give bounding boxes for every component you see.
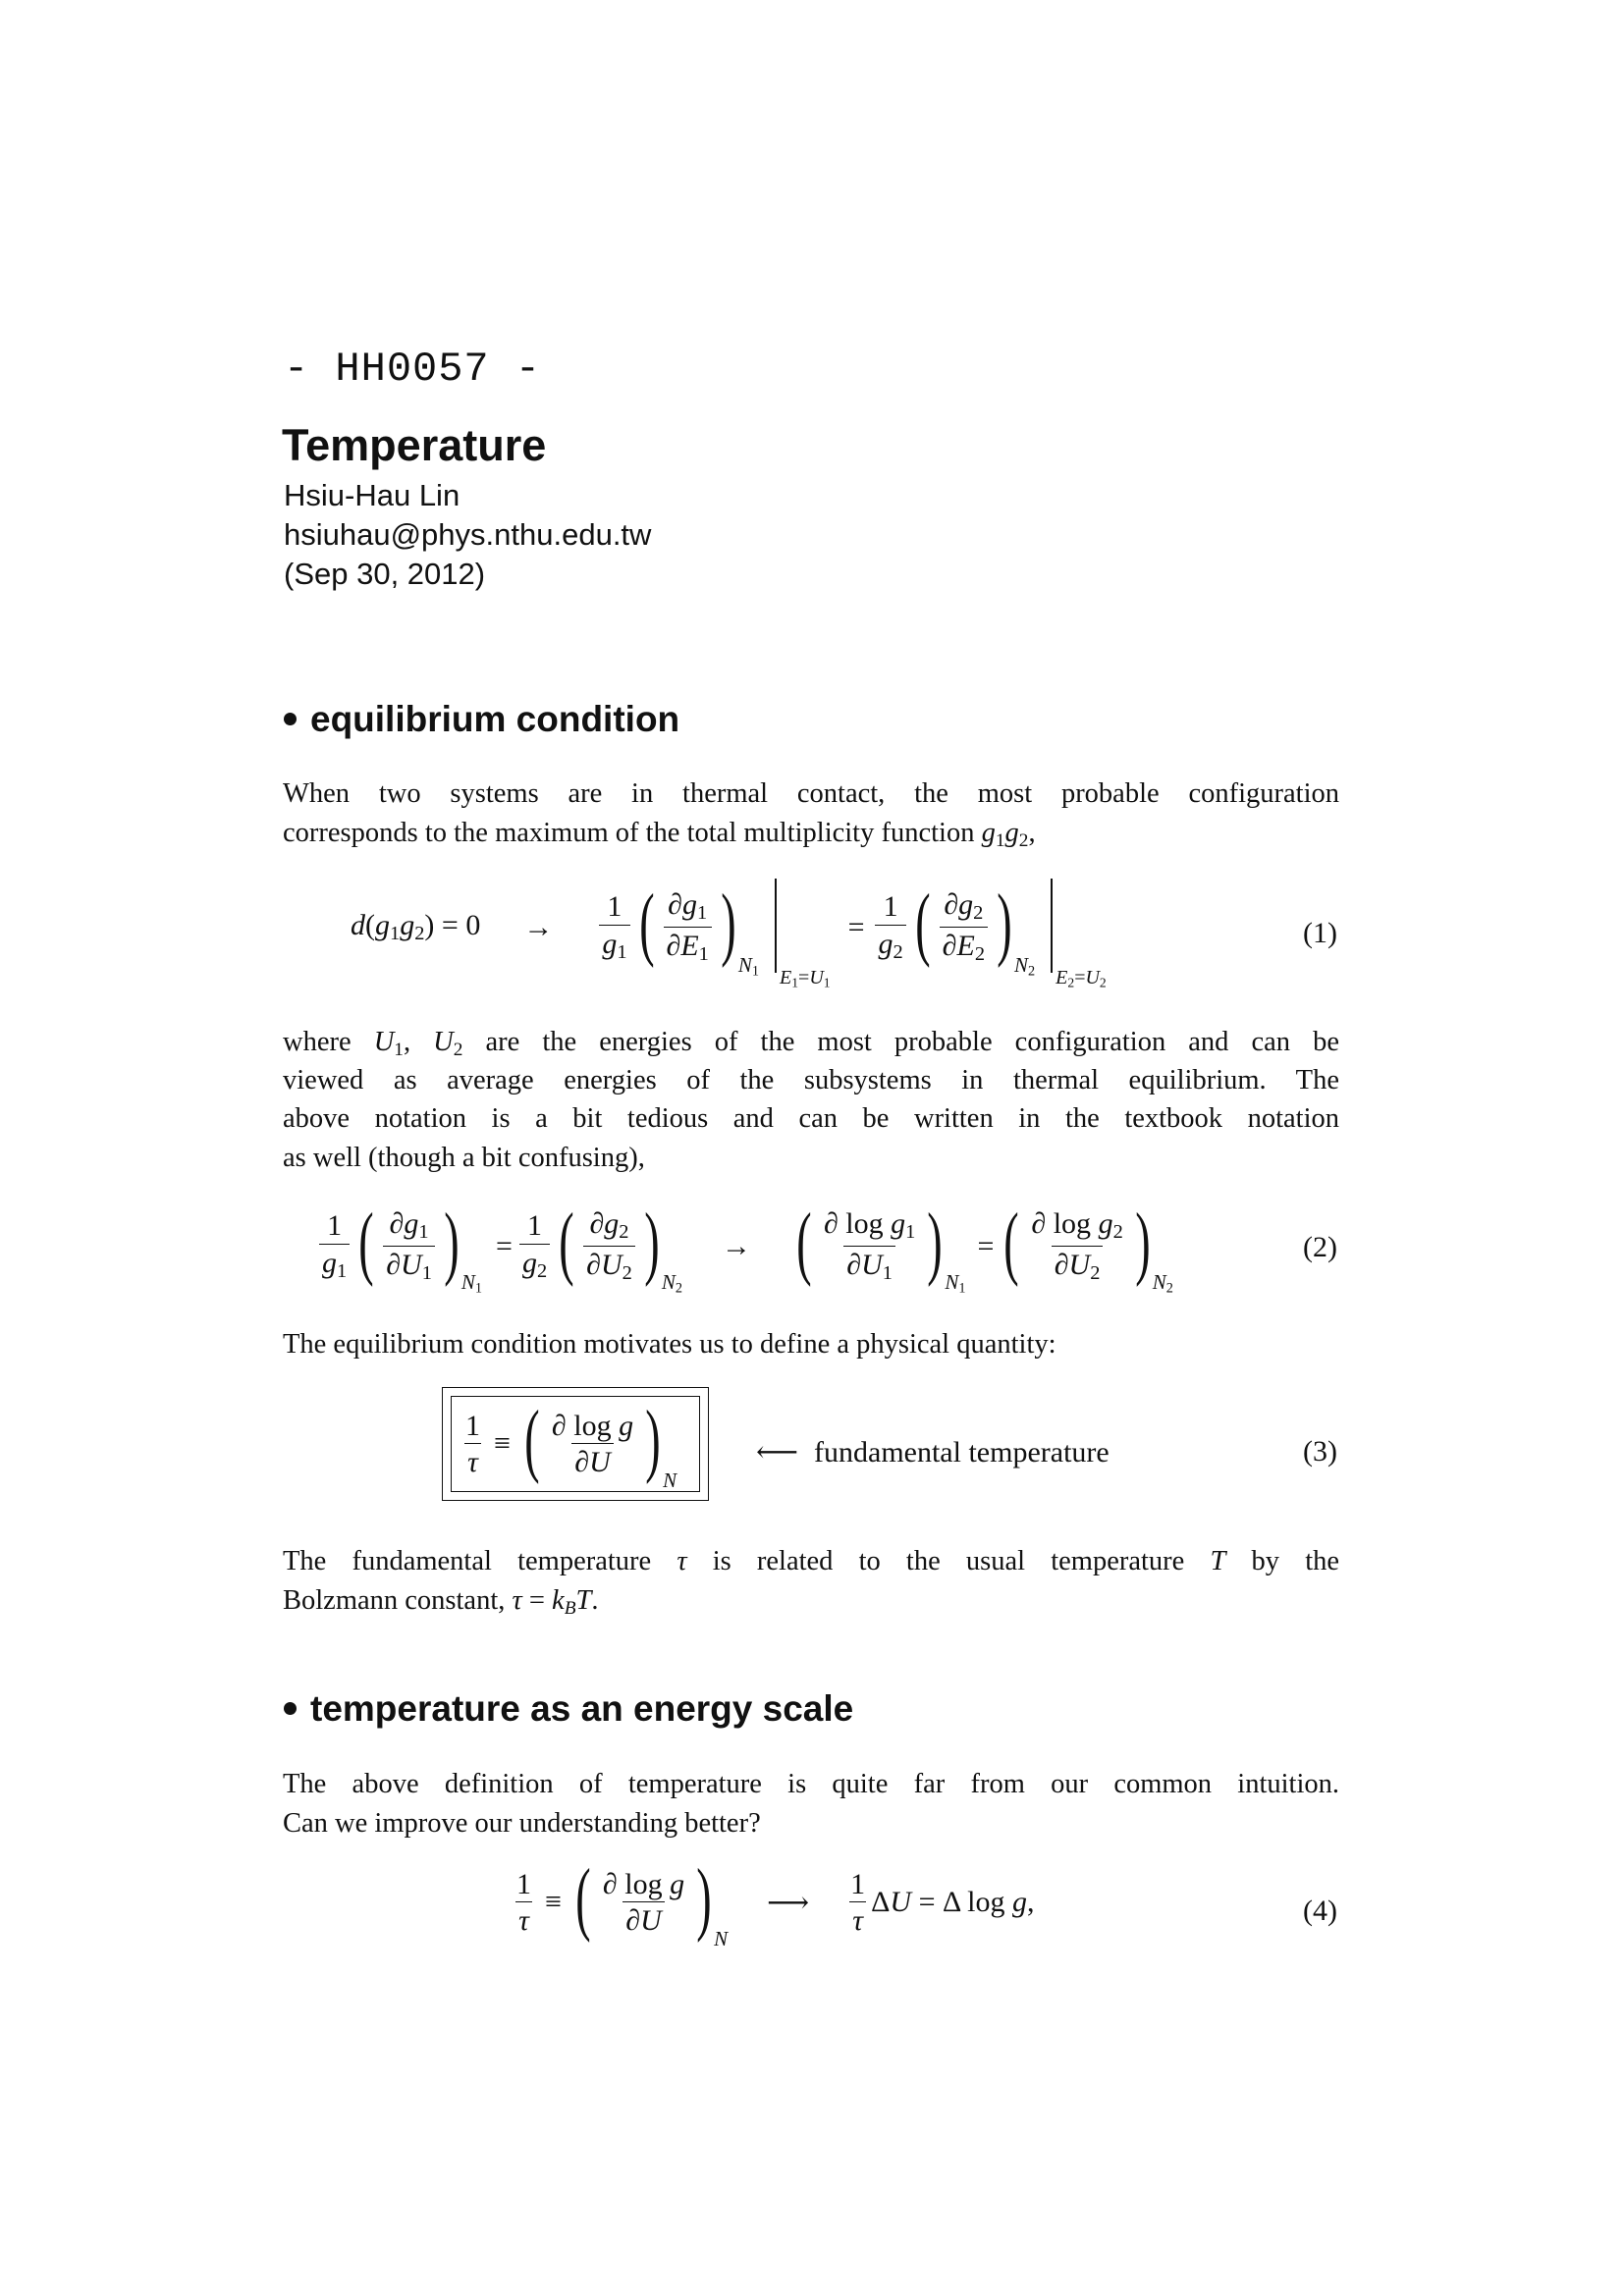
section-heading-equilibrium: [284, 699, 679, 740]
paragraph-text: are the energies of the most probable configuration and can be: [485, 1027, 1339, 1057]
paragraph-text: Bolzmann constant,: [283, 1585, 506, 1616]
section-heading-energy-scale: [284, 1688, 853, 1730]
equation-number: (4): [1303, 1895, 1337, 1927]
paragraph-text: is related to the usual temperature: [712, 1546, 1185, 1576]
equation-2: $\frac{1}{g_1}$ ( $\frac{\partial g_1}{\partial U_1}$ ) $N_1$ = $\frac{1}{g_2}$ ( $\frac{\partial g_2}{\partial U_2}$ ) $N_2$ → ( $\frac{\partial \log g_1}{\partial U_1}$ ) $N_1$ = ( $\frac{\partial \log g_2}{\partial U_2}$ ) $N_2$: [316, 1200, 1173, 1294]
equation-number: (1): [1303, 917, 1337, 949]
left-arrow-icon: ⟵: [756, 1436, 799, 1468]
paragraph-text: corresponds to the maximum of the total multiplicity function: [283, 818, 975, 848]
equation-1: $d(g_1g_2) = 0$ → $\frac{1}{g_1}$ ( $\frac{\partial g_1}{\partial E_1}$ ) $N_1$ $E_1=U_1$ = $\frac{1}{g_2}$ ( $\frac{\partial g_2}{\partial E_2}$ ) $N_2$ $E_2=U_2$: [351, 878, 1107, 989]
document-code: - HH0057 -: [284, 346, 542, 393]
section-heading-text: temperature as an energy scale: [310, 1688, 854, 1729]
equation-4: $\frac{1}{\tau}$ ≡ ( $\frac{\text{∂ log g}}{\partial U}$ ) N ⟶ $\frac{1}{\tau}$ ΔU = Δ log g,: [516, 1852, 1035, 1950]
paragraph-text: The fundamental temperature: [283, 1546, 652, 1576]
paragraph-line: viewed as average energies of the subsystems in thermal equilibrium. The: [283, 1065, 1339, 1095]
paragraph-line: corresponds to the maximum of the total multiplicity function $g_1g_2$,: [283, 818, 1036, 851]
paragraph-text: by the: [1251, 1546, 1340, 1576]
paragraph-line: where $U_1$, $U_2$ are the energies of the most probable configuration and can be: [283, 1027, 1339, 1060]
paragraph-line: The equilibrium condition motivates us to define a physical quantity:: [283, 1329, 1056, 1360]
document-title: Temperature: [282, 420, 547, 470]
equation-number: (3): [1303, 1435, 1337, 1468]
paragraph-line: as well (though a bit confusing),: [283, 1143, 645, 1173]
paragraph-line: above notation is a bit tedious and can be written in the textbook notation: [283, 1103, 1339, 1134]
document-date: (Sep 30, 2012): [284, 557, 486, 591]
paragraph-line: The above definition of temperature is quite far from our common intuition.: [283, 1769, 1339, 1799]
paragraph-line: When two systems are in thermal contact, the most probable configuration: [283, 778, 1339, 809]
bullet-icon: [284, 713, 297, 725]
annotation-text: fundamental temperature: [814, 1435, 1110, 1468]
author-email: hsiuhau@phys.nthu.edu.tw: [284, 517, 652, 552]
author: Hsiu-Hau Lin: [284, 478, 460, 512]
bullet-icon: [284, 1702, 297, 1715]
paragraph-line: Can we improve our understanding better?: [283, 1808, 761, 1839]
paragraph-line: The fundamental temperature τ is related to the usual temperature T by the: [283, 1546, 1340, 1576]
paragraph-line: Bolzmann constant, $\tau = k_BT$.: [283, 1585, 599, 1619]
equation-3-annotation: [756, 1435, 1110, 1469]
paragraph-text: where: [283, 1027, 352, 1057]
equation-3: $\frac{1}{\tau}$ ≡ ( $\frac{\text{∂ log g}}{\partial U}$ ) N: [465, 1394, 677, 1492]
section-heading-text: equilibrium condition: [310, 699, 680, 739]
equation-number: (2): [1303, 1231, 1337, 1263]
